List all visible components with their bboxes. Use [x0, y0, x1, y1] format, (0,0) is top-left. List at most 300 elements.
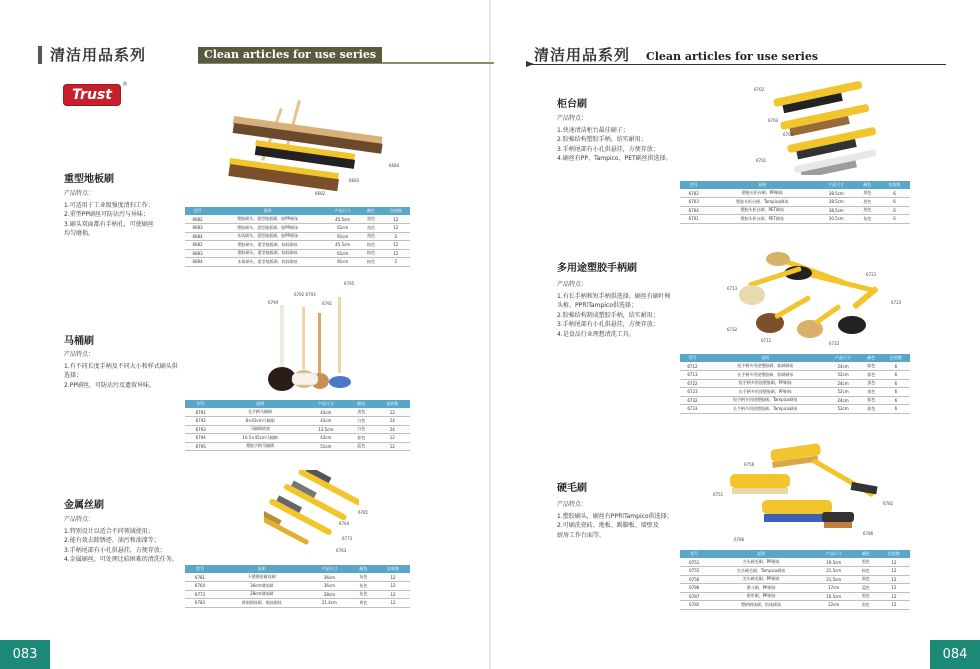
col-header: 包装数: [878, 550, 910, 558]
cell: 91cm: [325, 232, 360, 241]
cell: 12: [382, 215, 410, 224]
multi-label-6: 6722: [829, 341, 840, 346]
floor-brush-features: [64, 189, 184, 239]
cell: 黑色: [854, 575, 878, 584]
cell: 6791: [185, 408, 216, 417]
table-header-row: [185, 207, 410, 215]
cell: 灰色: [856, 215, 879, 224]
cell: 12: [878, 567, 910, 576]
table-row: [185, 442, 410, 451]
cell: 塑胶刷头、重型地板刷、棕PP刷丝: [210, 224, 325, 233]
cell: 24: [375, 425, 410, 434]
stiff-label-2: 6751: [713, 492, 724, 497]
cell: 木质刷头、重型地板刷、棕PP刷丝: [210, 232, 325, 241]
table-header-row: [185, 565, 410, 573]
cell: 52cm: [825, 371, 860, 380]
cell: 6704: [680, 206, 708, 215]
cell: 6683: [185, 224, 210, 233]
col-header: 型号: [185, 565, 215, 573]
cell: 6732: [680, 396, 705, 405]
cell: 6: [882, 379, 910, 388]
table-row: [680, 388, 910, 397]
feature-line: 3.手柄尾部有小孔供悬挂，方便存放；: [557, 321, 659, 328]
table-row: [185, 573, 410, 582]
multi-label-1: 6723: [866, 272, 877, 277]
table-row: [185, 215, 410, 224]
cell: 10.5×45cm马桶刷: [216, 434, 303, 443]
multi-label-5: 6712: [761, 338, 772, 343]
registered-mark: ®: [122, 81, 128, 88]
cell: 短手柄多用途塑胶刷、棕刷刷丝: [705, 362, 826, 371]
left-header-en: Clean articles for use series: [198, 47, 382, 63]
col-header: 颜色: [856, 181, 879, 189]
header-arrow-icon: [526, 61, 534, 67]
col-header: 说明: [210, 207, 325, 215]
cell: 8×43cm马桶刷: [216, 417, 303, 426]
feature-line: 产品特点：: [557, 501, 588, 508]
cell: 45.5cm: [325, 241, 360, 250]
table-row: [680, 601, 910, 610]
cell: 塑胶头柜台刷、PP刷丝: [708, 189, 817, 198]
feature-line: 2.PP刷丝，可防沾污及遗留异味。: [64, 381, 155, 389]
table-header-row: [185, 400, 410, 408]
stiff-brush-features: [557, 500, 717, 540]
col-header: 型号: [680, 181, 708, 189]
right-page-header: [526, 44, 946, 66]
counter-label-1: 6702: [754, 87, 765, 92]
cell: 6723: [680, 388, 705, 397]
feature-line: 1.快速清洁柜台最佳刷子；: [557, 126, 629, 134]
counter-label-3: 6704: [783, 132, 794, 137]
cell: 12: [375, 442, 410, 451]
toilet-label-4: 6791: [322, 301, 333, 306]
col-header: 产品尺寸: [304, 400, 348, 408]
cell: 棕色: [360, 241, 381, 250]
toilet-label-1: 6794: [268, 300, 279, 305]
floor-brush-spec-table: [185, 207, 410, 267]
counter-label-2: 6703: [768, 118, 779, 123]
cell: 6703: [680, 198, 708, 207]
cell: 28cm钢丝刷: [215, 590, 308, 599]
multi-brush-features: [557, 280, 722, 339]
wire-label-2: 6764: [339, 521, 350, 526]
feature-line: 头植、PP和Tampico供选择；: [557, 302, 637, 309]
stiff-brush-title: 硬毛刷: [557, 483, 587, 494]
cell: 棕色: [861, 371, 882, 380]
cell: 22cm: [814, 601, 854, 610]
cell: 塑胶头柜台刷、PET刷丝: [708, 206, 817, 215]
feature-line: 1.有长手柄和短手柄供选择，刷丝有刷叶树: [557, 292, 671, 300]
cell: 21.5cm: [814, 567, 854, 576]
cell: 6782: [680, 601, 708, 610]
cell: 塑胶刷头、重型地板刷、棕PP刷丝: [210, 215, 325, 224]
cell: 黑色: [854, 592, 878, 601]
wire-brush-image: [264, 470, 359, 555]
stiff-brush-image: [722, 440, 897, 540]
col-header: 产品尺寸: [308, 565, 350, 573]
cell: 棕色: [861, 362, 882, 371]
col-header: 颜色: [351, 565, 376, 573]
cell: 6684: [185, 232, 210, 241]
feature-line: 2.胶棉结构制成塑胶手柄，结实耐用；: [557, 311, 659, 319]
cell: 方头硬毛刷、PP刷丝: [708, 558, 813, 567]
table-row: [185, 599, 410, 608]
cell: 黑色: [856, 198, 879, 207]
cell: 6684: [185, 258, 210, 267]
col-header: 包装数: [382, 207, 410, 215]
col-header: 产品尺寸: [814, 550, 854, 558]
table-row: [680, 592, 910, 601]
cell: 塑胶头柜台刷、Tampico刷丝: [708, 198, 817, 207]
cell: 6794: [185, 434, 216, 443]
col-header: 颜色: [854, 550, 878, 558]
cell: 6: [882, 371, 910, 380]
col-header: 包装数: [879, 181, 910, 189]
cell: 黄色: [351, 599, 376, 608]
cell: 长手柄多用途塑胶刷、PP刷丝: [705, 388, 826, 397]
table-row: [680, 206, 910, 215]
col-header: 型号: [185, 207, 210, 215]
cell: 2: [382, 232, 410, 241]
cell: 6751: [680, 558, 708, 567]
left-page-header: [38, 44, 458, 66]
feature-line: 产品特点：: [557, 281, 588, 288]
cell: 6: [882, 362, 910, 371]
cell: 长手柄马桶刷: [216, 408, 303, 417]
cell: 61cm: [325, 249, 360, 258]
col-header: 颜色: [348, 400, 375, 408]
table-header-row: [680, 550, 910, 558]
cell: 白色: [348, 417, 375, 426]
floor-label-3: 6682: [315, 191, 326, 196]
toilet-brush-title: 马桶刷: [64, 336, 94, 347]
cell: 6: [879, 189, 910, 198]
feature-line: 1.有不同长度手柄及不同大小和样式刷头供: [64, 362, 178, 370]
cell: 长手柄多用途塑胶刷、棕刷刷丝: [705, 371, 826, 380]
cell: 棕色: [861, 396, 882, 405]
cell: 6: [882, 405, 910, 414]
cell: 尖头硬毛刷、Tampico刷丝: [708, 567, 813, 576]
cell: 52cm: [825, 388, 860, 397]
cell: 塑胶刷头、重型地板刷、棕棕刷丝: [210, 241, 325, 250]
cell: 6713: [680, 371, 705, 380]
feature-line: 选择；: [64, 372, 83, 379]
cell: 6: [879, 198, 910, 207]
cell: 长手柄多用途塑胶刷、Tampico刷丝: [705, 405, 826, 414]
cell: 43cm: [304, 434, 348, 443]
cell: 黄铜钢丝刷、铜丝刷丝: [215, 599, 308, 608]
cell: 13.5cm: [304, 425, 348, 434]
table-row: [680, 567, 910, 576]
table-header-row: [680, 354, 910, 362]
table-row: [185, 224, 410, 233]
wire-label-1: 6781: [358, 510, 369, 515]
cell: 黑色: [861, 388, 882, 397]
col-header: 说明: [708, 550, 813, 558]
cell: 塑胶手柄马桶刷: [216, 442, 303, 451]
cell: 棕色: [360, 258, 381, 267]
multi-brush-title: 多用途塑胶手柄刷: [557, 263, 637, 274]
cell: 灰色: [351, 573, 376, 582]
feature-line: 厨房工作台面等。: [557, 531, 606, 539]
col-header: 说明: [216, 400, 303, 408]
table-row: [680, 189, 910, 198]
cell: 6756: [680, 575, 708, 584]
feature-line: 产品特点：: [557, 115, 588, 122]
wire-brush-features: [64, 515, 194, 565]
cell: 棕色: [861, 405, 882, 414]
cell: 蓝色: [854, 584, 878, 593]
cell: 12: [376, 599, 410, 608]
table-row: [185, 249, 410, 258]
cell: 短手柄多用途塑胶刷、PP刷丝: [705, 379, 826, 388]
cell: 短手柄多用途塑胶刷、Tampico刷丝: [705, 396, 826, 405]
multi-label-4: 6732: [727, 327, 738, 332]
cell: 黑色: [360, 215, 381, 224]
cell: 24: [375, 417, 410, 426]
cell: 12: [375, 408, 410, 417]
cell: 91cm: [325, 258, 360, 267]
cell: 6773: [185, 590, 215, 599]
page-number-left: 083: [0, 640, 50, 669]
cell: 6701: [680, 215, 708, 224]
feature-line: 4.金属刷丝，可处理比较困难的清洗任务。: [64, 556, 178, 563]
cell: 12: [376, 582, 410, 591]
cell: 6755: [680, 567, 708, 576]
table-row: [680, 198, 910, 207]
cell: 6795: [185, 442, 216, 451]
cell: 指甲刷、PP刷丝: [708, 592, 813, 601]
wire-label-3: 6773: [342, 536, 353, 541]
cell: 6783: [185, 599, 215, 608]
feature-line: 4.刷丝有PP、Tampico、PET刷丝供选择。: [557, 155, 672, 162]
table-header-row: [680, 181, 910, 189]
cell: 6722: [680, 379, 705, 388]
table-row: [185, 408, 410, 417]
table-row: [185, 434, 410, 443]
table-row: [680, 575, 910, 584]
table-row: [680, 362, 910, 371]
multi-label-3: 6723: [891, 300, 902, 305]
col-header: 型号: [185, 400, 216, 408]
cell: 塑胶头柜台刷、PET刷丝: [708, 215, 817, 224]
feature-line: 3.手柄尾部有小孔供悬挂，方便存放；: [64, 546, 166, 554]
brand-logo: Trust: [63, 84, 121, 106]
cell: 12: [878, 601, 910, 610]
wire-label-4: 6783: [336, 548, 347, 553]
cell: 12: [375, 434, 410, 443]
col-header: 产品尺寸: [817, 181, 856, 189]
cell: 12: [382, 249, 410, 258]
cell: 棕色: [348, 434, 375, 443]
table-row: [185, 590, 410, 599]
col-header: 产品尺寸: [325, 207, 360, 215]
counter-brush-features: [557, 114, 717, 164]
feature-line: 1.塑胶刷头，刷丝有PP和Tampico供选择；: [557, 512, 673, 520]
cell: 12: [382, 241, 410, 250]
header-underline: [526, 64, 946, 65]
feature-line: 3.刷头双面都有手柄孔，可使刷丝: [64, 220, 154, 228]
counter-brush-spec-table: [680, 181, 910, 224]
cell: 黑色: [854, 558, 878, 567]
feature-line: 均匀磨损。: [64, 230, 95, 237]
stiff-label-3: 6782: [883, 501, 894, 506]
right-header-en: Clean articles for use series: [646, 50, 819, 63]
stiff-brush-spec-table: [680, 550, 910, 610]
table-row: [680, 215, 910, 224]
wire-brush-title: 金属丝刷: [64, 500, 104, 511]
cell: 61cm: [325, 224, 360, 233]
cell: 12: [878, 575, 910, 584]
cell: 30.5cm: [817, 215, 856, 224]
col-header: 型号: [680, 354, 705, 362]
table-row: [680, 371, 910, 380]
feature-line: 3.手柄尾部有小孔供悬挂，方便存放；: [557, 145, 659, 153]
cell: 灰色: [351, 582, 376, 591]
cell: 不锈钢金属丝刷: [215, 573, 308, 582]
table-row: [185, 258, 410, 267]
cell: 墨斗刷、PP刷丝: [708, 584, 813, 593]
feature-line: 2.可刷洗瓷砖、地板、踢脚板、墙壁及: [557, 522, 659, 529]
stiff-label-1: 6756: [744, 462, 755, 467]
wire-brush-spec-table: [185, 565, 410, 608]
stiff-label-5: 6786: [863, 531, 874, 536]
col-header: 说明: [215, 565, 308, 573]
cell: 6786: [680, 584, 708, 593]
cell: 12: [376, 573, 410, 582]
cell: 黑色: [856, 206, 879, 215]
cell: 12: [878, 592, 910, 601]
cell: 6: [879, 206, 910, 215]
cell: 24cm: [825, 379, 860, 388]
cell: 38.5cm: [817, 206, 856, 215]
cell: 17cm: [814, 584, 854, 593]
feature-line: 产品特点：: [64, 516, 95, 523]
col-header: 包装数: [882, 354, 910, 362]
cell: 棕色: [360, 249, 381, 258]
feature-line: 4.是食品行业理想清洗工具。: [557, 330, 635, 338]
cell: 蓝色: [348, 442, 375, 451]
cell: 6683: [185, 249, 210, 258]
table-row: [680, 584, 910, 593]
feature-line: 产品特点：: [64, 190, 95, 197]
counter-label-4: 6701: [756, 158, 767, 163]
cell: 6682: [185, 215, 210, 224]
cell: 灰色: [351, 590, 376, 599]
header-bar: [38, 46, 42, 64]
cell: 6792: [185, 417, 216, 426]
cell: 木质刷头、重型地板刷、棕棕刷丝: [210, 258, 325, 267]
cell: 12: [878, 584, 910, 593]
cell: 尖头硬毛刷、PP刷丝: [708, 575, 813, 584]
cell: 12: [878, 558, 910, 567]
floor-label-2: 6683: [349, 178, 360, 183]
multi-brush-image: [730, 245, 900, 345]
cell: 38.5cm: [817, 198, 856, 207]
cell: 黑色: [360, 232, 381, 241]
counter-brush-image: [760, 80, 900, 175]
feature-line: 1.特别设计以适合不同领域使用；: [64, 527, 154, 535]
col-header: 型号: [680, 550, 708, 558]
floor-brush-title: 重型地板刷: [64, 174, 114, 185]
cell: 6781: [185, 573, 215, 582]
feature-line: 1.可适用于工业级强度清扫工作；: [64, 201, 154, 209]
cell: 6793: [185, 425, 216, 434]
cell: 12: [376, 590, 410, 599]
cell: 36cm钢丝刷: [215, 582, 308, 591]
toilet-brush-features: [64, 350, 194, 390]
toilet-label-3: 6795: [344, 281, 355, 286]
cell: 51cm: [304, 442, 348, 451]
cell: 21.5cm: [814, 575, 854, 584]
cell: 白色: [348, 425, 375, 434]
table-row: [680, 405, 910, 414]
cell: 黑色: [360, 224, 381, 233]
cell: 19.5cm: [814, 558, 854, 567]
cell: 6: [882, 396, 910, 405]
col-header: 颜色: [360, 207, 381, 215]
cell: 黑色: [854, 601, 878, 610]
cell: 黑色: [861, 379, 882, 388]
page-number-right: 084: [930, 640, 980, 669]
col-header: 包装数: [376, 565, 410, 573]
cell: 28cm: [308, 590, 350, 599]
cell: 6733: [680, 405, 705, 414]
col-header: 包装数: [375, 400, 410, 408]
right-header-zh: 清洁用品系列: [534, 46, 631, 64]
cell: 2: [382, 258, 410, 267]
col-header: 说明: [705, 354, 826, 362]
table-row: [680, 558, 910, 567]
cell: 6702: [680, 189, 708, 198]
cell: 36cm: [308, 573, 350, 582]
feature-line: 2.胶棉结构塑胶手柄，结实耐用；: [557, 136, 647, 143]
cell: 6: [882, 388, 910, 397]
multi-label-2: 6713: [727, 286, 738, 291]
cell: 21.4cm: [308, 599, 350, 608]
cell: 棕色: [854, 567, 878, 576]
feature-line: 2.能有效去除锈迹、油污和油漆等；: [64, 537, 160, 544]
cell: 黑色: [856, 189, 879, 198]
toilet-label-2: 6792 6793: [294, 292, 316, 297]
cell: 6: [879, 215, 910, 224]
page-gutter: [489, 0, 491, 669]
cell: 36cm: [308, 582, 350, 591]
cell: 43cm: [304, 417, 348, 426]
col-header: 说明: [708, 181, 817, 189]
left-header-zh: 清洁用品系列: [50, 46, 147, 64]
floor-label-1: 6684: [389, 163, 400, 168]
col-header: 颜色: [861, 354, 882, 362]
cell: 43cm: [304, 408, 348, 417]
cell: 45.5cm: [325, 215, 360, 224]
feature-line: 2.重型PP刷丝可防沾污与异味；: [64, 211, 149, 218]
table-row: [680, 396, 910, 405]
table-row: [185, 582, 410, 591]
stiff-label-4: 6786: [734, 537, 745, 542]
toilet-brush-spec-table: [185, 400, 410, 451]
feature-line: 产品特点：: [64, 351, 95, 358]
cell: 塑胶刷头、重型地板刷、棕棕刷丝: [210, 249, 325, 258]
cell: 12: [382, 224, 410, 233]
cell: 6764: [185, 582, 215, 591]
col-header: 产品尺寸: [825, 354, 860, 362]
cell: 24cm: [825, 396, 860, 405]
floor-brush-image: [220, 98, 410, 198]
table-row: [680, 379, 910, 388]
multi-brush-spec-table: [680, 354, 910, 414]
table-row: [185, 232, 410, 241]
